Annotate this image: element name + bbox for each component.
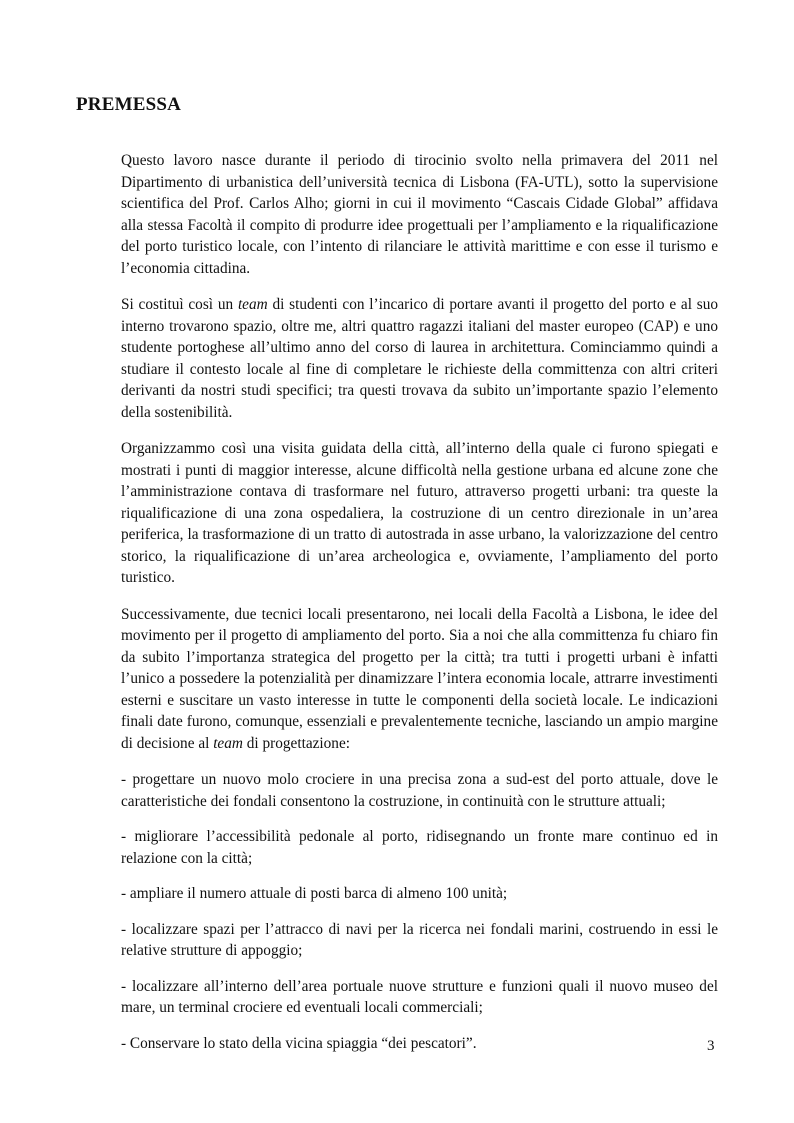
- list-item: - migliorare l’accessibilità pedonale al porto, ridisegnando un fronte mare continuo ed in relazione con la città;: [121, 828, 718, 867]
- paragraph-text: di progettazione:: [242, 734, 350, 752]
- list-item: - progettare un nuovo molo crociere in una precisa zona a sud-est del porto attuale, dove le caratteristiche dei fondali consentono la costruzione, in continuità con le strutture attuali;: [121, 771, 718, 810]
- paragraph-presentation: [121, 604, 718, 755]
- paragraph-text: Questo lavoro nasce durante il periodo di tirocinio svolto nella primavera del 2011 nel Dipartimento di urbanistica dell’università tecnica di Lisbona (FA-UTL), sotto la supervisione scientifica del Prof. Carlos Alho; giorni in cui il movimento “Cascais Cidade Global” affidava alla stessa Facoltà il compito di produrre idee progettuali per l’ampliamento e la riqualificazione del porto turistico locale, con l’intento di rilanciare le attività marittime e con esse il turismo e l’economia cittadina.: [121, 152, 718, 277]
- paragraph-text: Si costituì così un: [121, 296, 238, 313]
- list-item: - Conservare lo stato della vicina spiaggia “dei pescatori”.: [121, 1034, 477, 1052]
- list-item: - localizzare spazi per l’attracco di navi per la ricerca nei fondali marini, costruendo in essi le relative strutture di appoggio;: [121, 920, 718, 959]
- list-item: - ampliare il numero attuale di posti barca di almeno 100 unità;: [121, 885, 508, 902]
- paragraph-team: [121, 294, 718, 423]
- paragraph-text: di studenti con l’incarico di portare avanti il progetto del porto e al suo interno trovarono spazio, oltre me, altri quattro ragazzi italiani del master europeo (CAP) e uno studente portoghese all’ultimo anno del corso di laurea in architettura. Cominciammo quindi a studiare il contesto locale al fine di completare le richieste della committenza con altri criteri derivanti da nostri studi specifici; tra questi trovava da subito un’importante spazio l’elemento della sostenibilità.: [121, 296, 719, 421]
- emphasis-team: team: [213, 734, 243, 752]
- paragraph-text: Successivamente, due tecnici locali presentarono, nei locali della Facoltà a Lisbona, le idee del movimento per il progetto di ampliamento del porto. Sia a noi che alla committenza fu chiaro fin da subito l’importanza strategica del progetto per la città; tra tutti i progetti urbani è infatti l’unico a possedere la potenzialità per dinamizzare l’intera economia locale, attrarre investimenti esterni e suscitare un vasto interesse in tutte le componenti della società locale. Le indicazioni finali date furono, comunque, essenziali e prevalentemente tecniche, lasciando un ampio margine di decisione al: [121, 605, 718, 752]
- list-item: - localizzare all’interno dell’area portuale nuove strutture e funzioni quali il nuovo museo del mare, un terminal crociere ed eventuali locali commerciali;: [121, 977, 718, 1016]
- paragraph-text: Organizzammo così una visita guidata della città, all’interno della quale ci furono spiegati e mostrati i punti di maggior interesse, alcune difficoltà nella gestione urbana ed alcune zone che l’amministrazione contava di trasformare nel futuro, attraverso progetti urbani: tra queste la riqualificazione di una zona ospedaliera, la costruzione di un centro direzionale in un’area periferica, la trasformazione di un tratto di autostrada in asse urbano, la valorizzazione del centro storico, la riqualificazione di un’area archeologica e, ovviamente, l’ampliamento del porto turistico.: [121, 440, 718, 586]
- section-heading: PREMESSA: [76, 94, 182, 115]
- paragraph-visit: [121, 438, 718, 589]
- emphasis-team: team: [237, 296, 268, 313]
- paragraph-intro: [121, 150, 718, 279]
- body-text: [121, 150, 718, 1068]
- page-number: 3: [707, 1038, 715, 1054]
